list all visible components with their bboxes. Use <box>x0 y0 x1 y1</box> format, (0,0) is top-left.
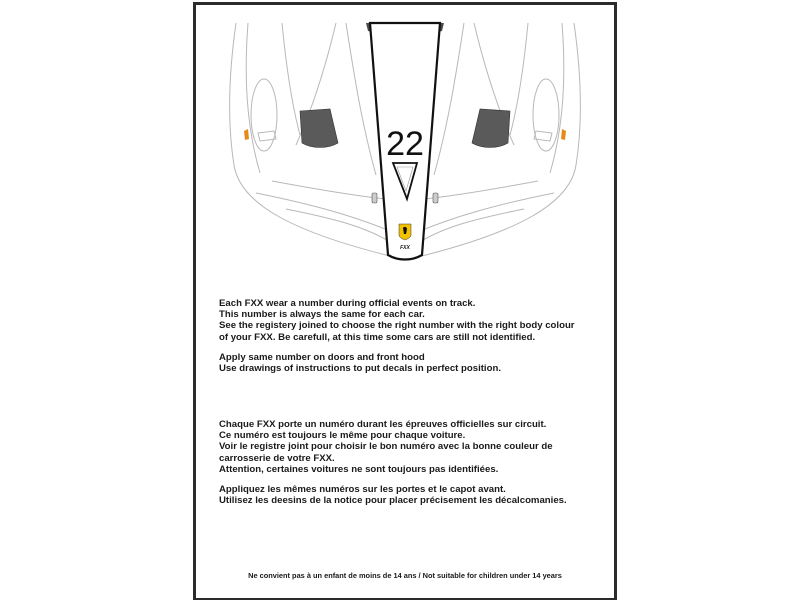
text-line: Attention, certaines voitures ne sont toujours pas identifiées. <box>219 463 499 475</box>
english-paragraph-2 <box>219 352 609 374</box>
text-line: See the registery joined to choose the right number with the right body colour <box>219 320 575 332</box>
french-paragraph-1 <box>219 419 609 475</box>
text-line: Use drawings of instructions to put decals in perfect position. <box>219 363 501 375</box>
text-line: carrosserie de votre FXX. <box>219 452 335 464</box>
text-line: Ce numéro est toujours le même pour chaque voiture. <box>219 430 466 442</box>
text-line: Appliquez les mêmes numéros sur les portes et le capot avant. <box>219 484 506 495</box>
fxx-badge: FXX <box>400 245 410 251</box>
text-line: Apply same number on doors and front hood <box>219 352 425 363</box>
text-line: Utilisez les deesins de la notice pour placer précisement les décalcomanies. <box>219 495 567 507</box>
ferrari-shield-icon <box>399 224 411 240</box>
car-front-drawing <box>196 5 614 267</box>
text-line: This number is always the same for each car. <box>219 309 425 321</box>
french-paragraph-2 <box>219 484 609 506</box>
english-paragraph-1 <box>219 298 609 343</box>
text-line: Chaque FXX porte un numéro durant les épreuves officielles sur circuit. <box>219 419 547 430</box>
race-number: 22 <box>386 125 424 163</box>
instruction-sheet <box>193 2 617 600</box>
text-line: Each FXX wear a number during official events on track. <box>219 298 476 309</box>
age-warning-footer: Ne convient pas à un enfant de moins de 14 ans / Not suitable for children under 14 years <box>248 571 562 580</box>
text-line: of your FXX. Be carefull, at this time some cars are still not identified. <box>219 331 536 343</box>
text-line: Voir le registre joint pour choisir le bon numéro avec la bonne couleur de <box>219 441 553 453</box>
